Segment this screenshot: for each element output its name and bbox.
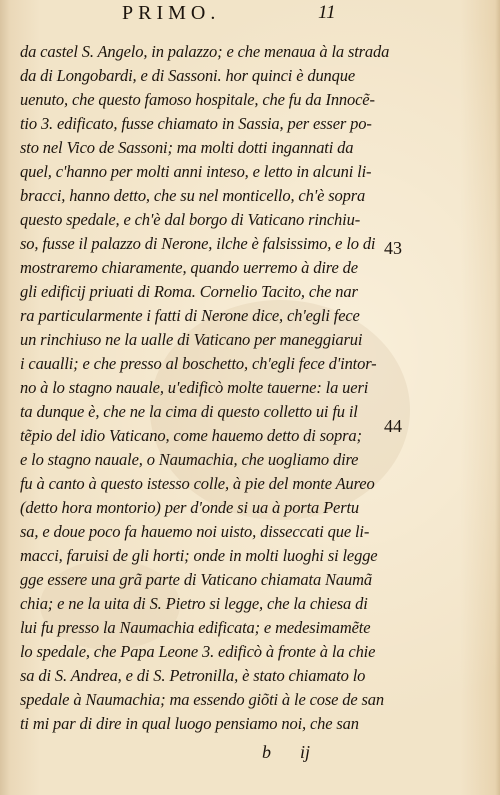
page-footer bbox=[0, 742, 500, 772]
text-line: ta dunque è, che ne la cima di questo colletto ui fu il bbox=[20, 402, 358, 421]
text-line: tẽpio del idio Vaticano, come hauemo detto di sopra; bbox=[20, 426, 362, 445]
signature-mark: b bbox=[262, 742, 271, 762]
text-line: sa di S. Andrea, e di S. Petronilla, è stato chiamato lo bbox=[20, 666, 366, 685]
text-line: gge essere una grã parte di Vaticano chiamata Naumã bbox=[20, 570, 372, 589]
text-line: spedale à Naumachia; ma essendo giõti à le cose de san bbox=[20, 690, 385, 709]
text-line: lui fu presso la Naumachia edificata; e medesimamẽte bbox=[20, 618, 371, 637]
text-line: macci, faruisi de gli horti; onde in molti luoghi si legge bbox=[20, 546, 378, 565]
text-line: uenuto, che questo famoso hospitale, che fu da Innocẽ- bbox=[20, 90, 375, 109]
text-line: e lo stagno nauale, o Naumachia, che uogliamo dire bbox=[20, 450, 359, 469]
text-line: un rinchiuso ne la ualle di Vaticano per maneggiarui bbox=[20, 330, 363, 349]
text-line: gli edificij priuati di Roma. Cornelio Tacito, che nar bbox=[20, 282, 358, 301]
text-line: fu à canto à questo istesso colle, à pie del monte Aureo bbox=[20, 474, 375, 493]
running-head: PRIMO. bbox=[122, 2, 221, 24]
text-line: ra particularmente i fatti di Nerone dice, ch'egli fece bbox=[20, 306, 360, 325]
folio-number: 11 bbox=[318, 2, 336, 23]
text-line: no à lo stagno nauale, u'edificò molte tauerne: la ueri bbox=[20, 378, 369, 397]
text-line: lo spedale, che Papa Leone 3. edificò à fronte à la chie bbox=[20, 642, 376, 661]
page-header bbox=[0, 2, 500, 42]
margin-note: 44 bbox=[384, 416, 402, 436]
body-text bbox=[20, 40, 390, 736]
text-line: sa, e doue poco fa hauemo noi uisto, disseccati que li- bbox=[20, 522, 370, 541]
text-line: so, fusse il palazzo di Nerone, ilche è falsissimo, e lo di bbox=[20, 234, 376, 253]
text-line: sto nel Vico de Sassoni; ma molti dotti ingannati da bbox=[20, 138, 354, 157]
text-line: bracci, hanno detto, che su nel monticello, ch'è sopra bbox=[20, 186, 366, 205]
text-line: tio 3. edificato, fusse chiamato in Sassia, per esser po- bbox=[20, 114, 372, 133]
text-line: da castel S. Angelo, in palazzo; e che menaua à la strada bbox=[20, 42, 390, 61]
text-line: chia; e ne la uita di S. Pietro si legge, che la chiesa di bbox=[20, 594, 368, 613]
text-line: quel, c'hanno per molti anni inteso, e letto in alcuni li- bbox=[20, 162, 372, 181]
text-line: ti mi par di dire in qual luogo pensiamo noi, che san bbox=[20, 714, 359, 733]
text-line: i caualli; e che presso al boschetto, ch'egli fece d'intor- bbox=[20, 354, 377, 373]
text-line: (detto hora montorio) per d'onde si ua à porta Pertu bbox=[20, 498, 359, 517]
margin-note: 43 bbox=[384, 238, 402, 258]
signature-leaf: ij bbox=[300, 742, 311, 762]
text-line: da di Longobardi, e di Sassoni. hor quinci è dunque bbox=[20, 66, 356, 85]
text-line: mostraremo chiaramente, quando uerremo à dire de bbox=[20, 258, 358, 277]
text-line: questo spedale, e ch'è dal borgo di Vaticano rinchiu- bbox=[20, 210, 361, 229]
